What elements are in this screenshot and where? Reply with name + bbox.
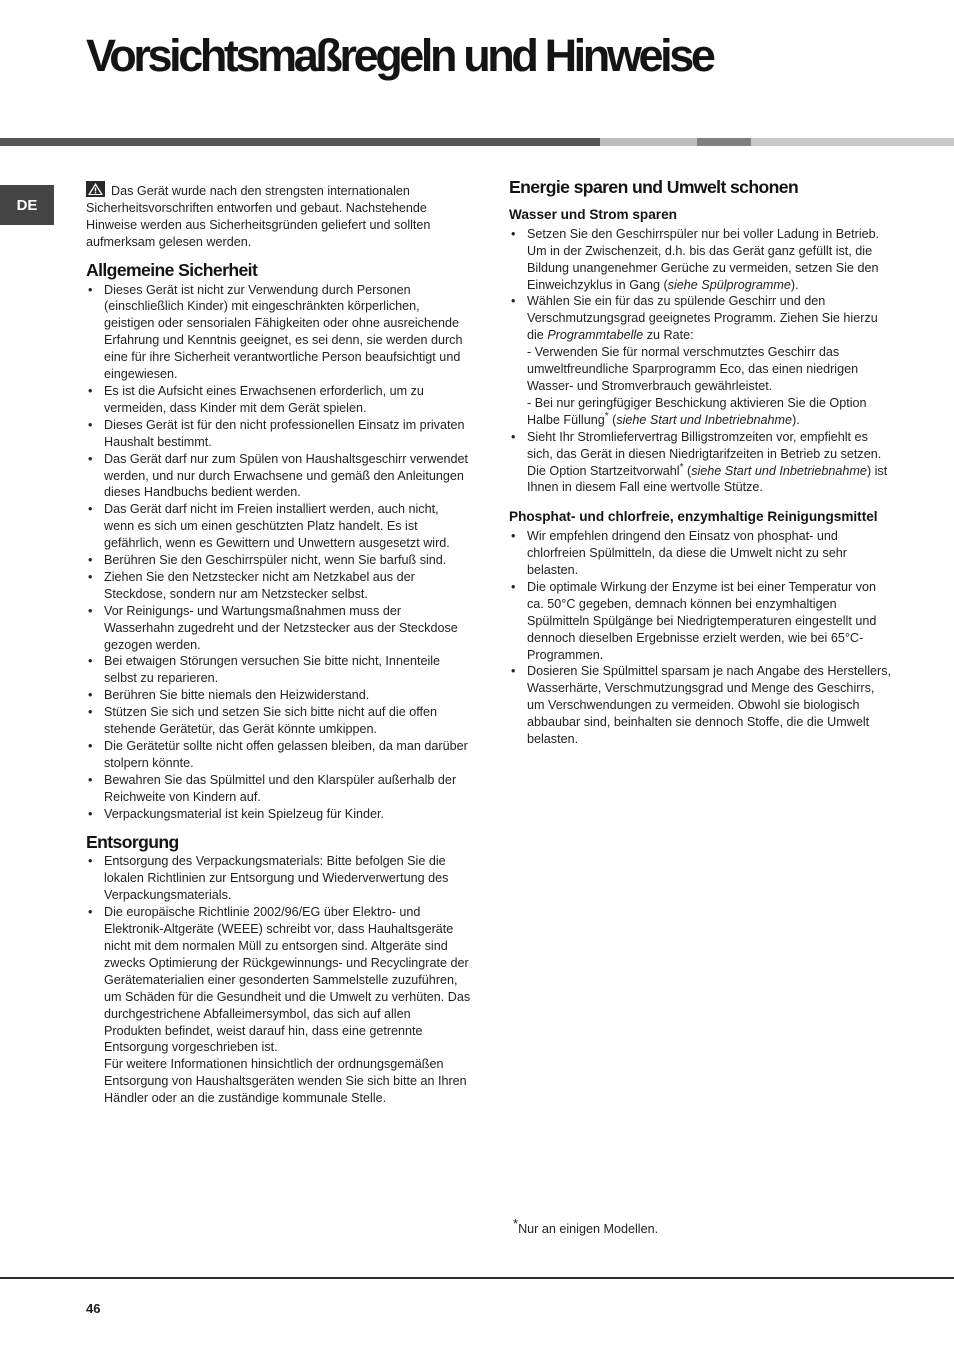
item-text: ).	[792, 412, 800, 427]
list-item: • Bei etwaigen Störungen versuchen Sie bitte nicht, Innenteile selbst zu reparieren.	[86, 653, 471, 687]
footnote-marker: *	[604, 410, 609, 422]
list-item: • Die Gerätetür sollte nicht offen gelassen bleiben, da man darüber stolpern könnte.	[86, 738, 471, 772]
list-item: • Stützen Sie sich und setzen Sie sich bitte nicht auf die offen stehende Gerätetür, das Gerät könnte umkippen.	[86, 704, 471, 738]
header-rule-light	[600, 138, 697, 146]
page-number: 46	[86, 1301, 101, 1316]
list-item: • Dosieren Sie Spülmittel sparsam je nach Angabe des Herstellers, Wasserhärte, Verschmutzungsgrad und Menge des Geschirrs, um Verschwendungen zu vermeiden. Obwohl sie biologisch abbaubar sind, beinhalten sie dennoch Stoffe, die die Umwelt belasten.	[509, 663, 894, 748]
section-heading-energie: Energie sparen und Umwelt schonen	[509, 177, 799, 197]
item-text: (	[683, 463, 692, 478]
header-rule-pale	[751, 138, 954, 146]
list-item: • Bewahren Sie das Spülmittel und den Klarspüler außerhalb der Reichweite von Kindern auf.	[86, 772, 471, 806]
list-item: • Das Gerät darf nicht im Freien installiert werden, auch nicht, wenn es sich um einen geschützten Platz handelt. Es ist gefährlich, wenn es Gewittern und Unwettern ausgesetzt wird.	[86, 501, 471, 552]
header-rule-mid	[697, 138, 751, 146]
item-text: (	[608, 412, 617, 427]
subheading-phosphat: Phosphat- und chlorfreie, enzymhaltige Reinigungsmittel	[509, 509, 878, 525]
list-item	[509, 226, 894, 294]
item-text: zu Rate:	[643, 328, 694, 343]
cross-reference: siehe Spülprogramme	[667, 277, 791, 292]
intro-paragraph	[86, 181, 471, 251]
footnote-marker: *	[513, 1215, 519, 1231]
safety-list	[86, 282, 471, 823]
cross-reference: siehe Start und Inbetriebnahme	[691, 463, 867, 478]
item-text: ) ist Ihnen in diesem Fall eine wertvolle Stütze.	[527, 463, 888, 495]
list-item: • Entsorgung des Verpackungsmaterials: Bitte befolgen Sie die lokalen Richtlinien zur Entsorgung und Wiederverwertung des Verpackungsmaterials.	[86, 853, 471, 904]
sub-point	[527, 395, 894, 429]
disposal-directive-text: • Die europäische Richtlinie 2002/96/EG über Elektro- und Elektronik-Altgeräte (WEEE) schreibt vor, dass Hauhaltsgeräte nicht mit dem normalen Müll zu entsorgen sind. Altgeräte sind zwecks Optimierung der Rückgewinnungs- und Recyclingrate der Gerätematerialien einer gesonderten Sammelstelle zuzuführen, um Schäden für die Gesundheit und die Umwelt zu verhüten. Das durchgestrichene Abfalleimersymbol, das sich auf allen Produkten befindet, weist darauf hin, dass eine getrennte Entsorgung vorgeschrieben ist.	[104, 905, 471, 1055]
disposal-info-text: Für weitere Informationen hinsichtlich der ordnungsgemäßen Entsorgung von Haushaltsgeräten wenden Sie sich bitte an Ihren Händler oder an die zuständige kommunale Stelle.	[104, 1057, 467, 1106]
item-text: - Bei nur geringfügiger Beschickung aktivieren Sie die Option Halbe Füllung	[527, 395, 867, 427]
footnote-text: Nur an einigen Modellen.	[518, 1222, 659, 1236]
sub-point: - Verwenden Sie für normal verschmutztes Geschirr das umweltfreundliche Sparprogramm Eco, das einen niedrigen Wasser- und Stromverbrauch gewährleistet.	[527, 345, 859, 393]
list-item: • Berühren Sie bitte niemals den Heizwiderstand.	[86, 687, 471, 704]
list-item: • Vor Reinigungs- und Wartungsmaßnahmen muss der Wasserhahn zugedreht und der Netzstecker aus der Steckdose gezogen werden.	[86, 603, 471, 654]
list-item	[509, 293, 894, 428]
list-item: • Das Gerät darf nur zum Spülen von Haushaltsgeschirr verwendet werden, und nur durch Erwachsene und gemäß den Anleitungen dieses Handbuchs bedient werden.	[86, 451, 471, 502]
footnote-marker: *	[679, 461, 684, 473]
section-heading-entsorgung: Entsorgung	[86, 831, 179, 852]
list-item: • Ziehen Sie den Netzstecker nicht am Netzkabel aus der Steckdose, sondern nur am Netzstecker selbst.	[86, 569, 471, 603]
saving-list	[509, 226, 894, 497]
list-item: • Die optimale Wirkung der Enzyme ist bei einer Temperatur von ca. 50°C gegeben, demnach können bei enzymhaltigen Spülmitteln Spülgänge bei Niedrigtemperaturen eingestellt und dennoch dieselben Ergebnisse erzielt werden, wie bei 65°C-Programmen.	[509, 579, 894, 664]
right-column	[509, 179, 894, 748]
page-title: Vorsichtsmaßregeln und Hinweise	[86, 30, 713, 81]
subheading-wasser: Wasser und Strom sparen	[509, 206, 677, 222]
section-heading-sicherheit: Allgemeine Sicherheit	[86, 259, 258, 280]
warning-triangle-icon	[86, 181, 105, 197]
list-item	[509, 429, 894, 497]
header-rule-dark	[0, 138, 600, 146]
intro-text: Das Gerät wurde nach den strengsten internationalen Sicherheitsvorschriften entworfen und gebaut. Nachstehende Hinweise werden aus Sicherheitsgründen geliefert und sollten aufmerksam gelesen werden.	[86, 184, 431, 249]
list-item: • Dieses Gerät ist nicht zur Verwendung durch Personen (einschließlich Kinder) mit eingeschränkten körperlichen, geistigen oder sensorialen Fähigkeiten oder ohne ausreichende Erfahrung und Kenntnis geeignet, es sei denn, sie werden durch eine für ihre Sicherheit verantwortliche Person beaufsichtigt und eingewiesen.	[86, 282, 471, 383]
list-item: • Dieses Gerät ist für den nicht professionellen Einsatz im privaten Haushalt bestimmt.	[86, 417, 471, 451]
detergent-list	[509, 528, 894, 748]
list-item: • Es ist die Aufsicht eines Erwachsenen erforderlich, um zu vermeiden, dass Kinder mit dem Gerät spielen.	[86, 383, 471, 417]
list-item: • Berühren Sie den Geschirrspüler nicht, wenn Sie barfuß sind.	[86, 552, 471, 569]
list-item	[86, 904, 471, 1107]
cross-reference: siehe Start und Inbetriebnahme	[616, 412, 793, 427]
list-item: • Verpackungsmaterial ist kein Spielzeug für Kinder.	[86, 806, 471, 823]
left-column	[86, 181, 471, 1107]
cross-reference: Programmtabelle	[547, 328, 644, 343]
item-text: Wählen Sie ein für das zu spülende Geschirr und den Verschmutzungsgrad geeignetes Programm. Ziehen Sie hierzu die	[527, 294, 878, 343]
item-text: Setzen Sie den Geschirrspüler nur bei voller Ladung in Betrieb. Um in der Zwischenzeit, d.h. bis das Gerät ganz gefüllt ist, die Bildung unangenehmer Gerüche zu vermeiden, setzen Sie den Einweichzyklus in Gang (	[527, 226, 880, 292]
item-text: Sieht Ihr Stromliefervertrag Billigstromzeiten vor, empfiehlt es sich, das Gerät in diesen Niedrigtarifzeiten in Betrieb zu setzen. Die Option Startzeitvorwahl	[527, 429, 882, 478]
disposal-list	[86, 853, 471, 1107]
item-text: ).	[790, 277, 799, 292]
list-item: • Wir empfehlen dringend den Einsatz von phosphat- und chlorfreien Spülmitteln, da diese die Umwelt nicht zu sehr belasten.	[509, 528, 894, 579]
footer-rule	[0, 1277, 954, 1279]
footnote	[513, 1215, 659, 1236]
language-tab: DE	[0, 185, 54, 225]
